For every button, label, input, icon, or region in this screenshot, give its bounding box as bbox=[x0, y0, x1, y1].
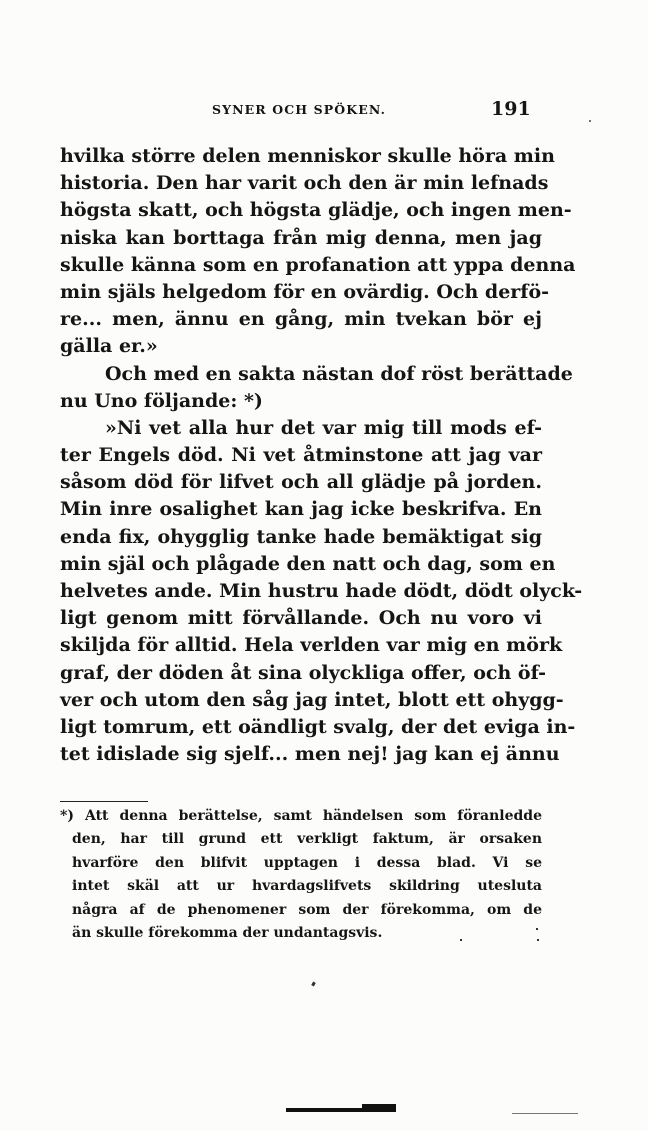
footnote-line: *) Att denna berättelse, samt händelsen som föranledde bbox=[60, 808, 542, 824]
body-line: ligt genom mitt förvållande. Och nu voro vi bbox=[60, 607, 542, 630]
body-line: ligt tomrum, ett oändligt svalg, der det eviga in- bbox=[60, 715, 576, 738]
body-line: såsom död för lifvet och all glädje på jorden. bbox=[60, 471, 542, 494]
body-line: skiljda för alltid. Hela verlden var mig en mörk bbox=[60, 634, 563, 657]
body-line: ver och utom den såg jag intet, blott ett ohygg- bbox=[60, 688, 564, 711]
print-speck bbox=[460, 939, 462, 941]
footnote bbox=[60, 805, 542, 945]
page-number: 191 bbox=[491, 98, 531, 120]
running-title: SYNER OCH SPÖKEN. bbox=[212, 102, 387, 117]
body-line: min själs helgedom för en ovärdig. Och derfö- bbox=[60, 280, 550, 303]
footnote-rule bbox=[60, 801, 148, 802]
body-line: enda fix, ohygglig tanke hade bemäktigat sig bbox=[60, 525, 542, 548]
body-line: re... men, ännu en gång, min tvekan bör ej bbox=[60, 308, 542, 331]
body-line: graf, der döden åt sina olyckliga offer, och öf- bbox=[60, 661, 546, 684]
body-line: skulle känna som en profanation att yppa denna bbox=[60, 253, 576, 276]
body-text bbox=[60, 143, 583, 768]
footnote-line: den, har till grund ett verkligt faktum, är orsaken bbox=[72, 831, 542, 848]
body-line: tet idislade sig sjelf... men nej! jag kan ej ännu bbox=[60, 743, 560, 766]
body-line: nu Uno följande: *) bbox=[60, 389, 263, 412]
print-speck bbox=[537, 939, 539, 941]
footnote-line: hvarföre den blifvit upptagen i dessa blad. Vi se bbox=[72, 854, 542, 871]
body-line: historia. Den har varit och den är min lefnads bbox=[60, 172, 549, 195]
footnote-line: än skulle förekomma der undantagsvis. bbox=[72, 924, 383, 941]
body-line: niska kan borttaga från mig denna, men jag bbox=[60, 226, 542, 249]
page-edge-mark bbox=[512, 1113, 578, 1114]
paragraph-start-line: »Ni vet alla hur det var mig till mods ef- bbox=[105, 416, 542, 439]
body-line: hvilka större delen menniskor skulle höra min bbox=[60, 145, 555, 167]
body-line: högsta skatt, och högsta glädje, och ingen men- bbox=[60, 199, 572, 222]
body-line: helvetes ande. Min hustru hade dödt, dödt olyck- bbox=[60, 580, 583, 602]
body-line: gälla er.» bbox=[60, 335, 158, 358]
body-line: Min inre osalighet kan jag icke beskrifva. En bbox=[60, 498, 542, 521]
footnote-line: intet skäl att ur hvardagslifvets skildring utesluta bbox=[72, 878, 542, 895]
page-edge-mark bbox=[362, 1104, 396, 1112]
body-line: min själ och plågade den natt och dag, som en bbox=[60, 552, 556, 575]
footnote-line: några af de phenomener som der förekomma, om de bbox=[72, 901, 542, 918]
paragraph-start-line: Och med en sakta nästan dof röst berättade bbox=[105, 362, 573, 385]
print-speck bbox=[536, 928, 538, 930]
print-speck bbox=[311, 982, 316, 987]
body-line: ter Engels död. Ni vet åtminstone att jag var bbox=[60, 444, 542, 467]
print-speck bbox=[589, 120, 591, 122]
